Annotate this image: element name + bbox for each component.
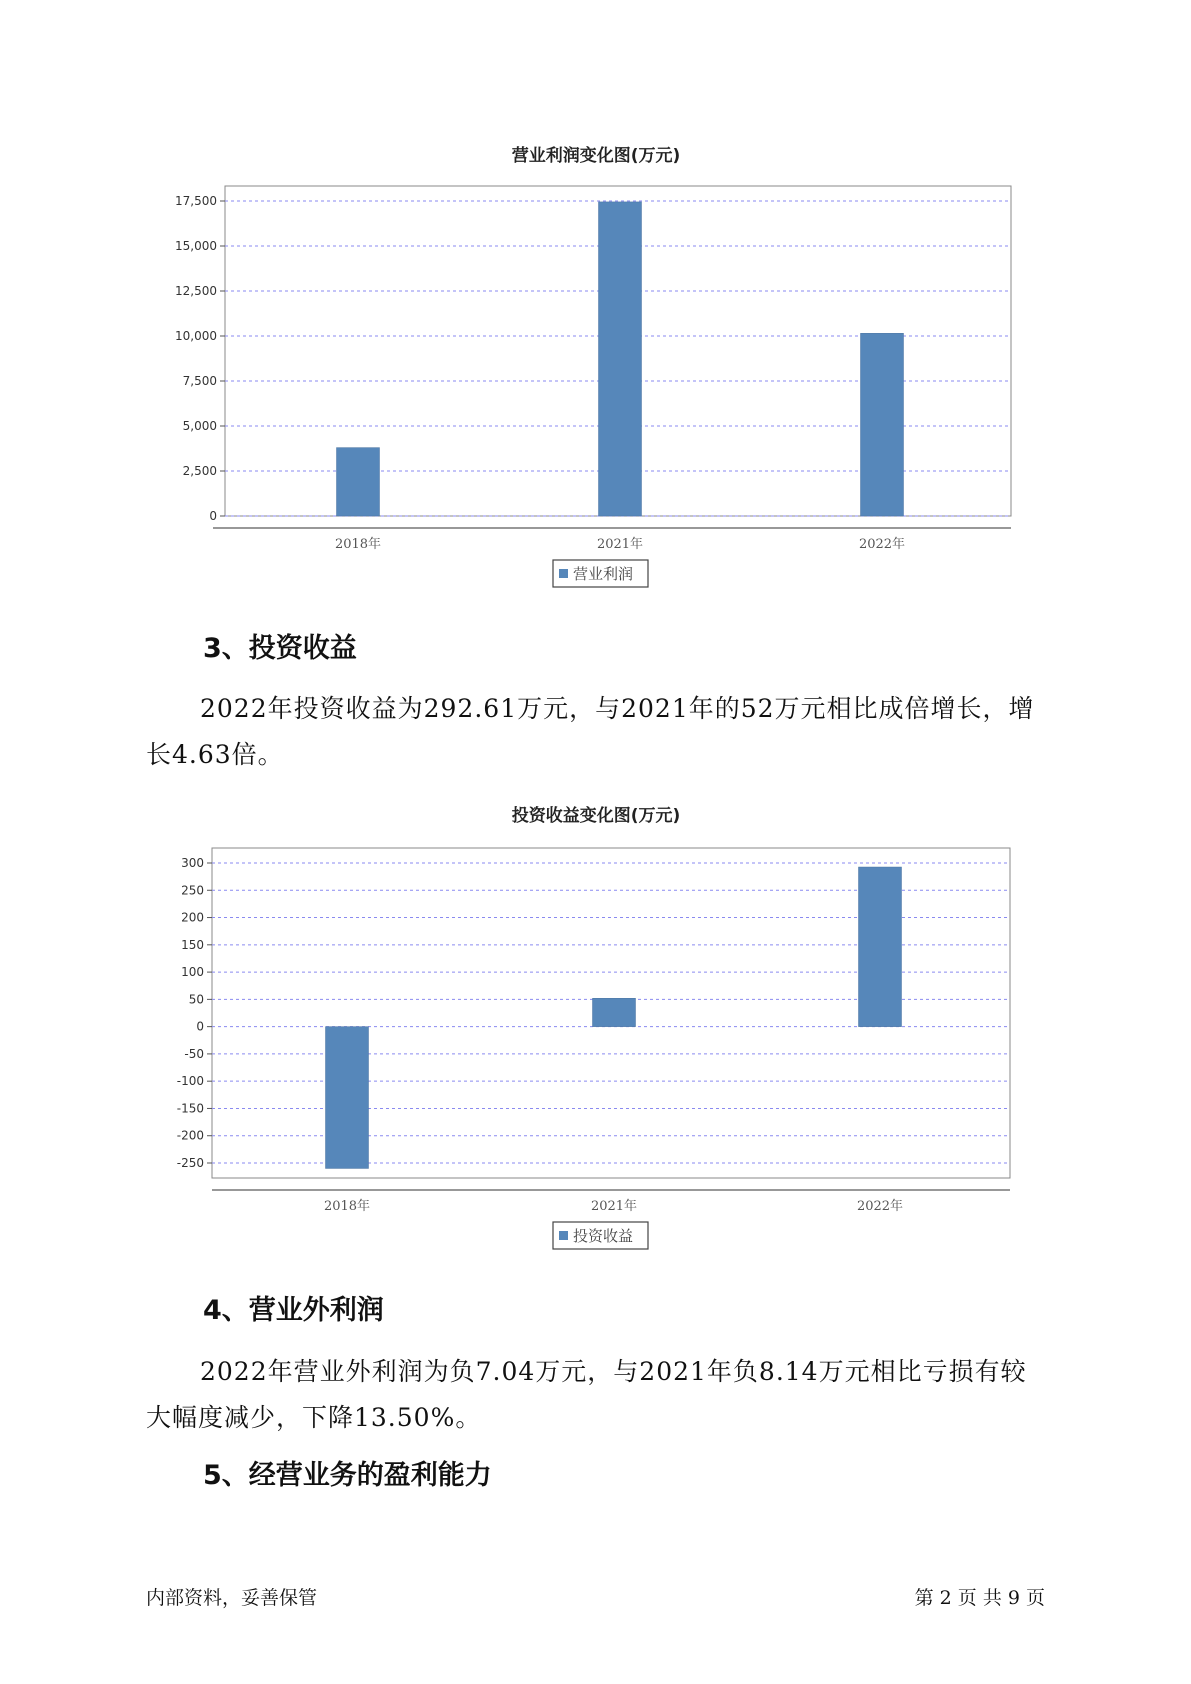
investment-income-chart bbox=[0, 780, 1191, 1260]
x-tick-label: 2021年 bbox=[596, 537, 644, 552]
section-heading-investment-income: 3、投资收益 bbox=[203, 633, 357, 664]
y-tick-label: 0 bbox=[209, 509, 217, 523]
bar bbox=[593, 998, 636, 1026]
x-tick-label: 2021年 bbox=[590, 1199, 638, 1214]
y-tick-label: 7,500 bbox=[182, 374, 217, 388]
y-tick-label: 300 bbox=[181, 856, 204, 870]
legend bbox=[553, 560, 648, 587]
x-tick-label: 2022年 bbox=[858, 537, 906, 552]
footer-page-number: 第 2 页 共 9 页 bbox=[914, 1587, 1045, 1609]
y-tick-label: 0 bbox=[196, 1019, 204, 1034]
y-tick-label: 12,500 bbox=[175, 284, 217, 298]
legend bbox=[553, 1222, 648, 1249]
x-tick-label: 2022年 bbox=[856, 1199, 904, 1214]
section-heading-business-profitability: 5、经营业务的盈利能力 bbox=[203, 1460, 492, 1491]
chart-title: 投资收益变化图(万元) bbox=[511, 806, 681, 826]
y-tick-label: 200 bbox=[181, 910, 204, 925]
operating-profit-chart bbox=[0, 0, 1191, 600]
x-tick-label: 2018年 bbox=[334, 537, 382, 552]
y-tick-label: -100 bbox=[176, 1074, 204, 1089]
y-tick-label: 5,000 bbox=[182, 419, 217, 433]
y-tick-label: 2,500 bbox=[182, 464, 217, 478]
y-tick-label: 250 bbox=[181, 883, 204, 898]
y-tick-label: 17,500 bbox=[175, 194, 217, 208]
legend-label: 投资收益 bbox=[573, 1227, 634, 1245]
bar bbox=[861, 333, 904, 516]
y-tick-label: 150 bbox=[181, 937, 204, 952]
footer-confidential-note: 内部资料，妥善保管 bbox=[146, 1587, 318, 1609]
x-tick-label: 2018年 bbox=[323, 1199, 371, 1214]
y-tick-label: -200 bbox=[176, 1128, 204, 1143]
y-tick-label: 10,000 bbox=[175, 329, 217, 343]
legend-swatch bbox=[559, 1231, 568, 1240]
y-tick-label: 50 bbox=[188, 992, 204, 1007]
legend-label: 营业利润 bbox=[573, 565, 634, 583]
bar bbox=[326, 1027, 369, 1169]
legend-swatch bbox=[559, 569, 568, 578]
y-tick-label: -50 bbox=[184, 1046, 204, 1061]
y-tick-label: 100 bbox=[181, 965, 204, 980]
chart-title: 营业利润变化图(万元) bbox=[511, 146, 681, 166]
y-tick-label: -250 bbox=[176, 1156, 204, 1170]
section-paragraph-investment-income: 2022年投资收益为292.61万元，与2021年的52万元相比成倍增长，增长4.63倍。 bbox=[146, 694, 1035, 769]
bar bbox=[859, 867, 902, 1027]
section-heading-non-operating-profit: 4、营业外利润 bbox=[203, 1295, 384, 1326]
bar bbox=[337, 448, 380, 516]
bar bbox=[599, 202, 642, 516]
section-paragraph-non-operating-profit: 2022年营业外利润为负7.04万元，与2021年负8.14万元相比亏损有较大幅度减少，下降13.50%。 bbox=[146, 1357, 1027, 1432]
y-tick-label: 15,000 bbox=[175, 239, 217, 253]
y-tick-label: -150 bbox=[176, 1101, 204, 1116]
